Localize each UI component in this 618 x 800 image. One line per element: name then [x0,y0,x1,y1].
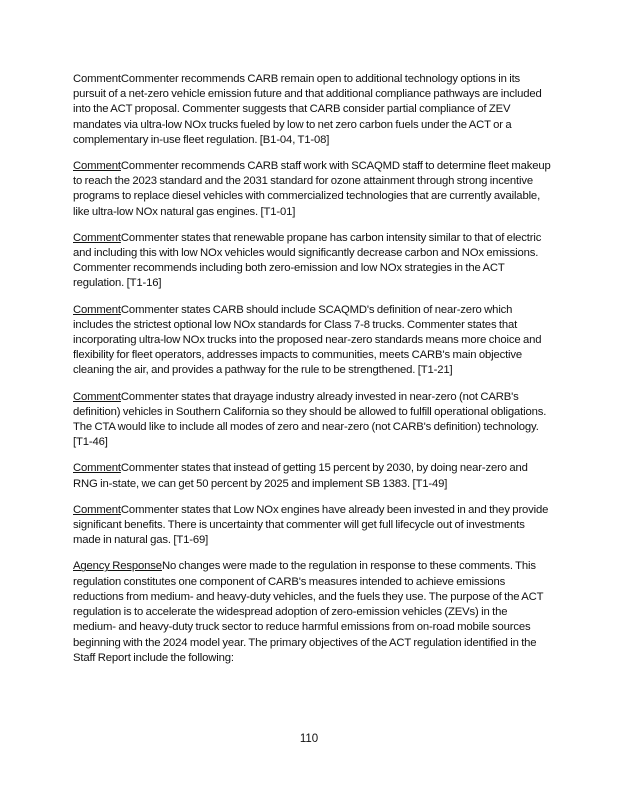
comment-label: Comment [73,390,121,403]
comment-label: Comment [73,462,121,475]
comment-paragraph [73,390,551,451]
comment-label: Comment [73,503,121,516]
comment-paragraph [73,159,551,220]
comment-label: Comment [73,231,121,244]
comment-text: Commenter states that drayage industry already invested in near-zero (not CARB's definition) vehicles in Southern California so they should be allowed to fulfill operational obligations. The CTA would like to include all modes of zero and near-zero (not CARB's definition) technology. [T1-46] [73,390,547,449]
agency-response-paragraph [73,559,551,665]
comment-paragraph [73,72,551,148]
comment-paragraph [73,303,551,379]
comment-paragraph [73,461,551,491]
comment-label: Comment [73,160,121,173]
comment-text: Commenter states that renewable propane has carbon intensity similar to that of electric and including this with low NOx vehicles would significantly decrease carbon and NOx emissions. Commenter recommends including both zero-emission and low NOx strategies in the ACT regulation. [T1-16] [73,231,542,290]
comment-text: Commenter states that Low NOx engines have already been invested in and they provide significant benefits. There is uncertainty that commenter will get full lifecycle out of investments made in natural gas. [T1-69] [73,503,549,547]
comment-text: Commenter recommends CARB remain open to additional technology options in its pursuit of a net-zero vehicle emission future and that additional compliance pathways are included into the ACT proposal. Commenter suggests that CARB consider partial compliance of ZEV mandates via ultra-low NOx trucks fueled by low to net zero carbon fuels under the ACT or a complementary in-use fleet regulation. [B1-04, T1-08] [73,73,542,146]
comment-paragraph [73,503,551,549]
comment-label: Comment [73,303,121,316]
agency-response-text: No changes were made to the regulation in response to these comments. This regulation constitutes one component of CARB's measures intended to achieve emissions reductions from medium- and heavy-duty vehicles, and the fuels they use. The purpose of the ACT regulation is to accelerate the widespread adoption of zero-emission vehicles (ZEVs) in the medium- and heavy-duty truck sector to reduce harmful emissions from on-road mobile sources beginning with the 2024 model year. The primary objectives of the ACT regulation identified in the Staff Report include the following: [73,560,544,664]
comment-text: Commenter states CARB should include SCAQMD's definition of near-zero which includes the strictest optional low NOx standards for Class 7-8 trucks. Commenter states that incorporating ultra-low NOx trucks into the proposed near-zero standards means more choice and flexibility for fleet operators, addresses impacts to communities, meets CARB's main objective cleaning the air, and provides a pathway for the rule to be strengthened. [T1-21] [73,303,542,377]
document-body [73,72,551,677]
page-number: 110 [299,733,319,745]
comment-text: Commenter states that instead of getting 15 percent by 2030, by doing near-zero and RNG in-state, we can get 50 percent by 2025 and implement SB 1383. [T1-49] [73,462,528,490]
comment-text: Commenter recommends CARB staff work with SCAQMD staff to determine fleet makeup to reach the 2023 standard and the 2031 standard for ozone attainment through strong incentive programs to replace diesel vehicles with commercialized technologies that are currently available, like ultra-low NOx natural gas engines. [T1-01] [73,160,551,218]
comment-label: Comment [73,73,121,85]
comment-paragraph [73,231,551,292]
agency-response-label: Agency Response [73,560,162,573]
